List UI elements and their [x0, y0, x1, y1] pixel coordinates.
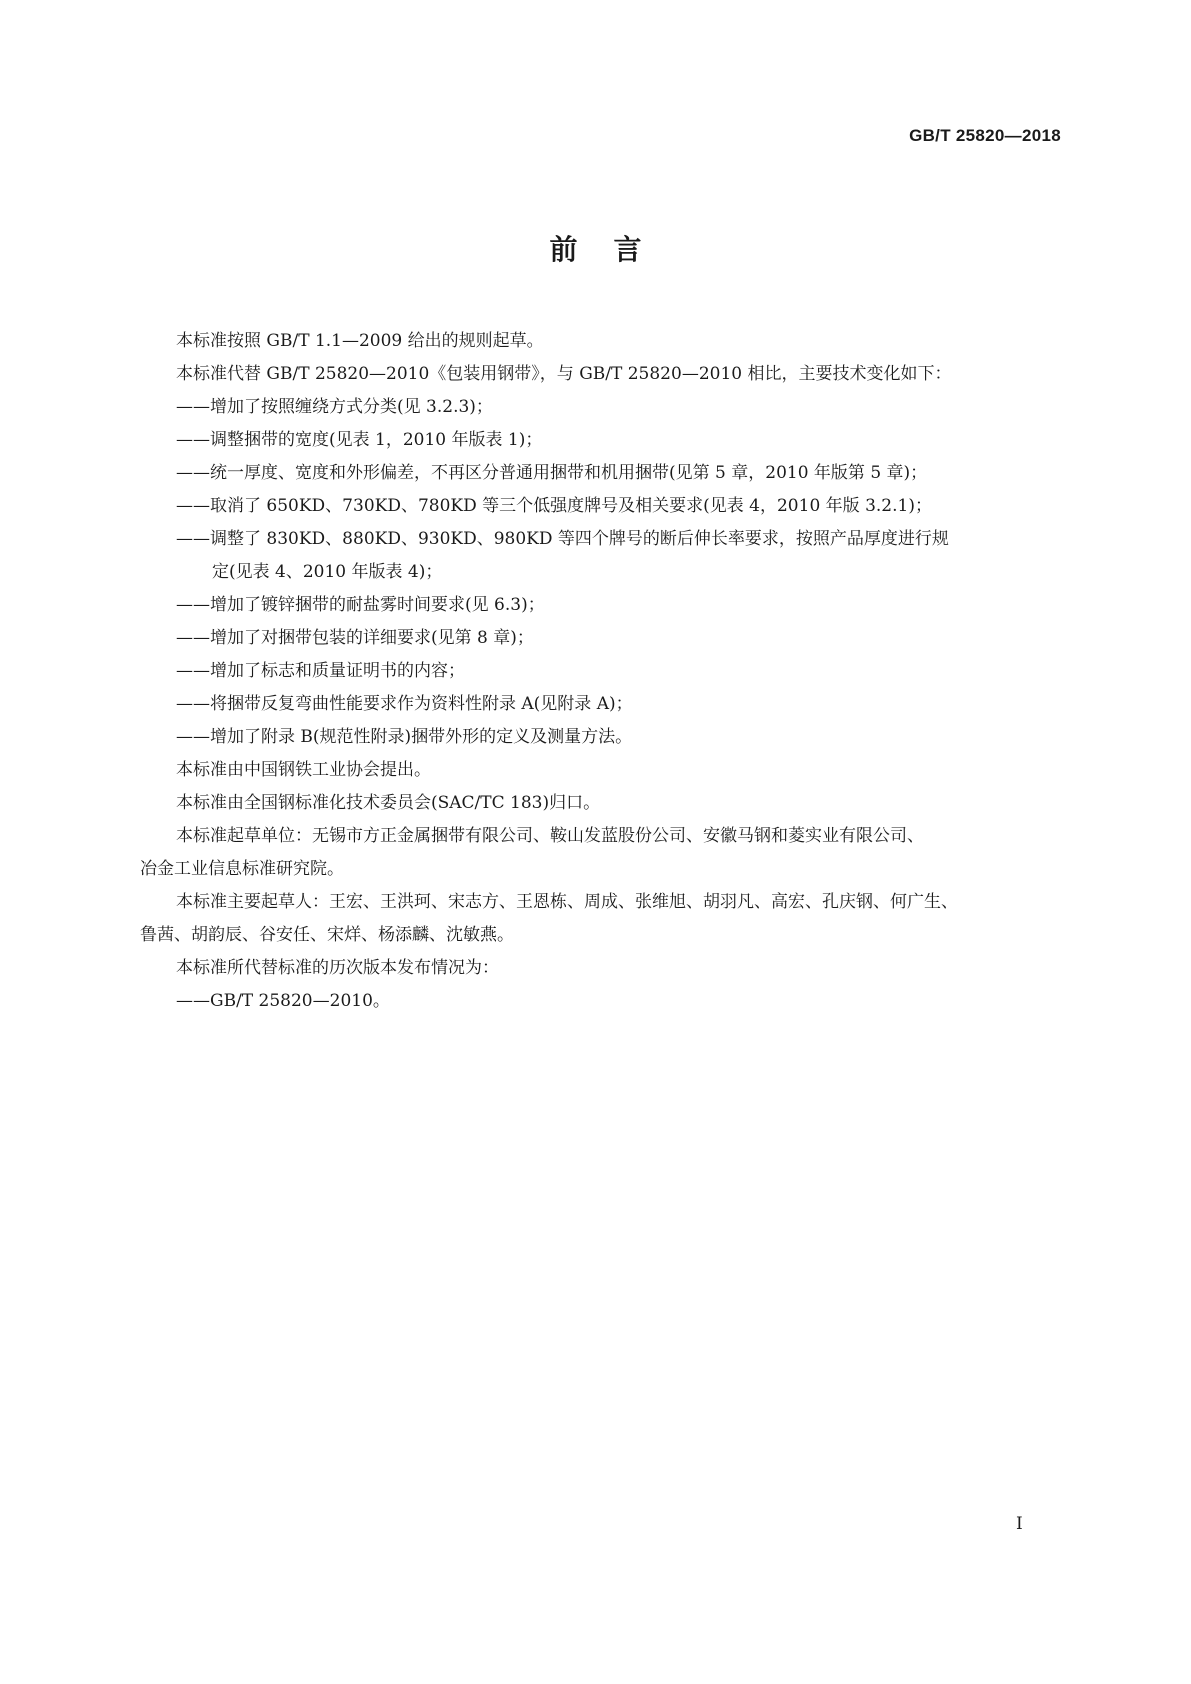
foreword-body	[140, 325, 1060, 1018]
change-item: ——调整捆带的宽度(见表 1，2010 年版表 1)；	[176, 430, 543, 450]
change-item-continuation: 定(见表 4、2010 年版表 4)；	[212, 562, 443, 582]
paragraph-drafters-cont: 鲁茜、胡韵辰、谷安任、宋烊、杨添麟、沈敏燕。	[140, 925, 514, 945]
change-item: ——增加了标志和质量证明书的内容；	[176, 661, 465, 681]
paragraph-drafting-rules: 本标准按照 GB/T 1.1—2009 给出的规则起草。	[176, 331, 544, 351]
paragraph-administered-by: 本标准由全国钢标准化技术委员会(SAC/TC 183)归口。	[176, 793, 601, 813]
paragraph-drafters: 本标准主要起草人：王宏、王洪珂、宋志方、王恩栋、周成、张维旭、胡羽凡、高宏、孔庆钢、何广生、	[176, 892, 958, 912]
change-item: ——增加了附录 B(规范性附录)捆带外形的定义及测量方法。	[176, 727, 633, 747]
change-item: ——将捆带反复弯曲性能要求作为资料性附录 A(见附录 A)；	[176, 694, 633, 714]
change-item: ——增加了按照缠绕方式分类(见 3.2.3)；	[176, 397, 493, 417]
page-title: 前言	[549, 233, 678, 266]
change-item: ——取消了 650KD、730KD、780KD 等三个低强度牌号及相关要求(见表 4，2010 年版 3.2.1)；	[176, 496, 932, 516]
change-item: ——增加了对捆带包装的详细要求(见第 8 章)；	[176, 628, 534, 648]
change-item: ——调整了 830KD、880KD、930KD、980KD 等四个牌号的断后伸长率要求，按照产品厚度进行规	[176, 529, 949, 549]
page-number: I	[1016, 1514, 1023, 1534]
paragraph-replaces: 本标准代替 GB/T 25820—2010《包装用钢带》，与 GB/T 25820—2010 相比，主要技术变化如下：	[176, 364, 952, 384]
change-item: ——统一厚度、宽度和外形偏差，不再区分普通用捆带和机用捆带(见第 5 章，2010 年版第 5 章)；	[176, 463, 928, 483]
paragraph-proposed-by: 本标准由中国钢铁工业协会提出。	[176, 760, 431, 780]
history-item: ——GB/T 25820—2010。	[176, 991, 390, 1011]
paragraph-drafting-units-cont: 冶金工业信息标准研究院。	[140, 859, 344, 879]
standard-code: GB/T 25820—2018	[909, 126, 1061, 145]
paragraph-drafting-units: 本标准起草单位：无锡市方正金属捆带有限公司、鞍山发蓝股份公司、安徽马钢和菱实业有限公司、	[176, 826, 924, 846]
change-item: ——增加了镀锌捆带的耐盐雾时间要求(见 6.3)；	[176, 595, 545, 615]
paragraph-version-history: 本标准所代替标准的历次版本发布情况为：	[176, 958, 499, 978]
